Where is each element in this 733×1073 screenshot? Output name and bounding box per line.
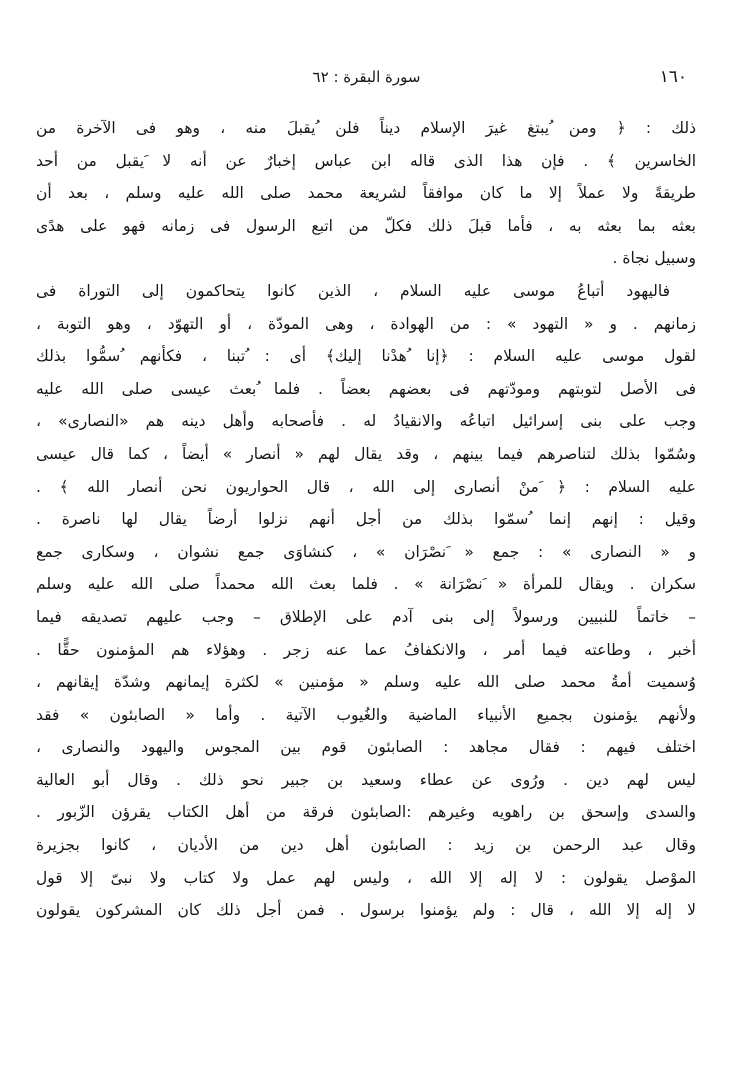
text-line: فاليهود أتباعُ موسى عليه السلام ، الذين كانوا يتحاكمون إلى التوراة فى	[36, 281, 670, 300]
running-title: سورة البقرة : ٦٢	[312, 68, 421, 86]
page-header	[40, 66, 693, 90]
text-line: – خاتماً للنبيين ورسولاً إلى بنى آدم على الإطلاق – وجب عليهم تصديقه فيما	[36, 607, 696, 626]
text-line: ليس لهم دين . ورُوى عن عطاء وسعيد بن جبير نحو ذلك . وقال أبو العالية	[36, 770, 696, 789]
text-line: طريقةً ولا عملاً إلا ما كان موافقاً لشريعة محمد صلى الله عليه وسلم ، بعد أن	[36, 184, 696, 203]
text-line: سكران . ويقال للمرأة « َنصْرَانة » . فلما بعث الله محمداً صلى الله عليه وسلم	[36, 575, 696, 594]
text-line: ولأنهم يؤمنون بجميع الأنبياء الماضية والغُيوب الآتية . وأما « الصابئون » فقد	[36, 705, 696, 724]
body-text	[36, 112, 696, 927]
text-line: وقيل : إنهم إنما ُسمّوا بذلك من أجل أنهم نزلوا أرضاً يقال لها ناصرة .	[36, 510, 696, 529]
text-line: وقال عبد الرحمن بن زيد : الصابئون أهل دين من الأديان ، كانوا بجزيرة	[36, 836, 696, 855]
text-line: وجب على بنى إسرائيل اتباعُه والانقيادُ له . فأصحابه وأهل دينه هم «النصارى» ،	[36, 412, 696, 431]
text-line: فى الأصل لتوبتهم ومودّتهم فى بعضهم بعضاً . فلما ُبعث عيسى صلى الله عليه	[36, 379, 696, 398]
text-line: اختلف فيهم : فقال مجاهد : الصابئون قوم بين المجوس واليهود والنصارى ،	[36, 738, 696, 757]
text-line: وسبيل نجاة .	[612, 249, 696, 268]
text-line: بعثه بما بعثه به ، فأما قبلَ ذلك فكلّ من اتبع الرسول فى زمانه فهو على هدًى	[36, 216, 696, 235]
text-line: الموْصل يقولون : لا إله إلا الله ، وليس لهم عمل ولا كتاب ولا نبىّ إلا قول	[36, 868, 696, 887]
page-number: ١٦٠	[659, 67, 687, 87]
text-line: والسدى وإسحق بن راهويه وغيرهم :الصابئون فرقة من أهل الكتاب يقرؤن الزّبور .	[36, 803, 696, 822]
text-line: الخاسرين ﴾ . فإن هذا الذى قاله ابن عباس إخبارٌ عن أنه لا َيقبل من أحد	[36, 151, 696, 170]
text-line: أخبر ، وطاعته فيما أمر ، والانكفافُ عما عنه زجر . وهؤلاء هم المؤمنون حقًّا .	[36, 640, 696, 659]
text-line: وسُمّوا بذلك لتناصرهم فيما بينهم ، وقد يقال لهم « أنصار » أيضاً ، كما قال عيسى	[36, 444, 696, 463]
text-line: و « النصارى » : جمع « َنصْرَان » ، كنشاوَى جمع نشوان ، وسكارى جمع	[36, 542, 696, 561]
text-line: وُسميت أمةُ محمد صلى الله عليه وسلم « مؤمنين » لكثرة إيمانهم وشدّة إيقانهم ،	[36, 673, 696, 692]
text-line: ذلك : ﴿ ومن ُيبتغ غيرَ الإسلام ديناً فلن ُيقبلَ منه ، وهو فى الآخرة من	[36, 119, 696, 137]
text-line: لقول موسى عليه السلام : ﴿إنا ُهدْنا إليك﴾ أى : ُتبنا ، فكأنهم ُسمُّوا بذلك	[36, 347, 696, 366]
text-line: لا إله إلا الله ، قال : ولم يؤمنوا برسول . فمن أجل ذلك كان المشركون يقولون	[36, 901, 696, 920]
text-line: عليه السلام : ﴿ َمنْ أنصارى إلى الله ، قال الحواريون نحن أنصار الله ﴾ .	[36, 477, 696, 496]
text-line: زمانهم . و « التهود » : من الهوادة ، وهى المودّة ، أو التهوّد ، وهو التوبة ،	[36, 314, 696, 333]
